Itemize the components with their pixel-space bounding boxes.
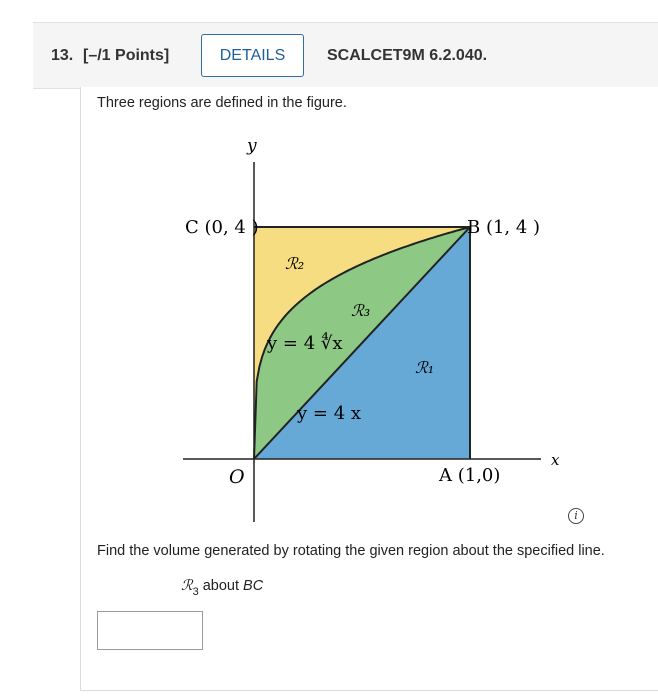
region-r1-label: ℛ₁	[415, 358, 435, 377]
question-code: SCALCET9M 6.2.040.	[327, 47, 488, 64]
region-figure	[81, 87, 658, 527]
curve-root-label: y = 4 ∜x	[267, 333, 343, 354]
info-icon[interactable]: i	[568, 508, 584, 524]
answer-input[interactable]	[97, 611, 203, 650]
point-a-label: A (1,0)	[439, 465, 501, 486]
point-o-label: O	[229, 466, 245, 488]
details-button[interactable]: DETAILS	[201, 34, 304, 77]
figure-intro-text: Three regions are defined in the figure.	[97, 95, 347, 111]
question-points: [–/1 Points]	[83, 47, 170, 64]
question-body	[80, 87, 658, 691]
axis-line-label: BC	[243, 578, 264, 594]
question-number: 13.	[51, 47, 74, 64]
point-b-label: B (1, 4 )	[467, 217, 541, 238]
curve-line-label: y = 4 x	[297, 403, 362, 424]
region-r3-label: ℛ₃	[351, 301, 371, 320]
region-r2-label: ℛ₂	[285, 254, 305, 273]
question-header	[33, 22, 658, 89]
x-axis-label: x	[551, 451, 560, 469]
point-c-label: C (0, 4 )	[185, 217, 259, 238]
y-axis-label: y	[247, 136, 257, 156]
part-about-text: about	[198, 578, 244, 594]
question-text: Find the volume generated by rotating the given region about the specified line.	[97, 543, 605, 559]
region-symbol: ℛ	[181, 578, 193, 594]
region-subscript: 3	[192, 586, 199, 598]
part-prompt	[181, 578, 264, 598]
